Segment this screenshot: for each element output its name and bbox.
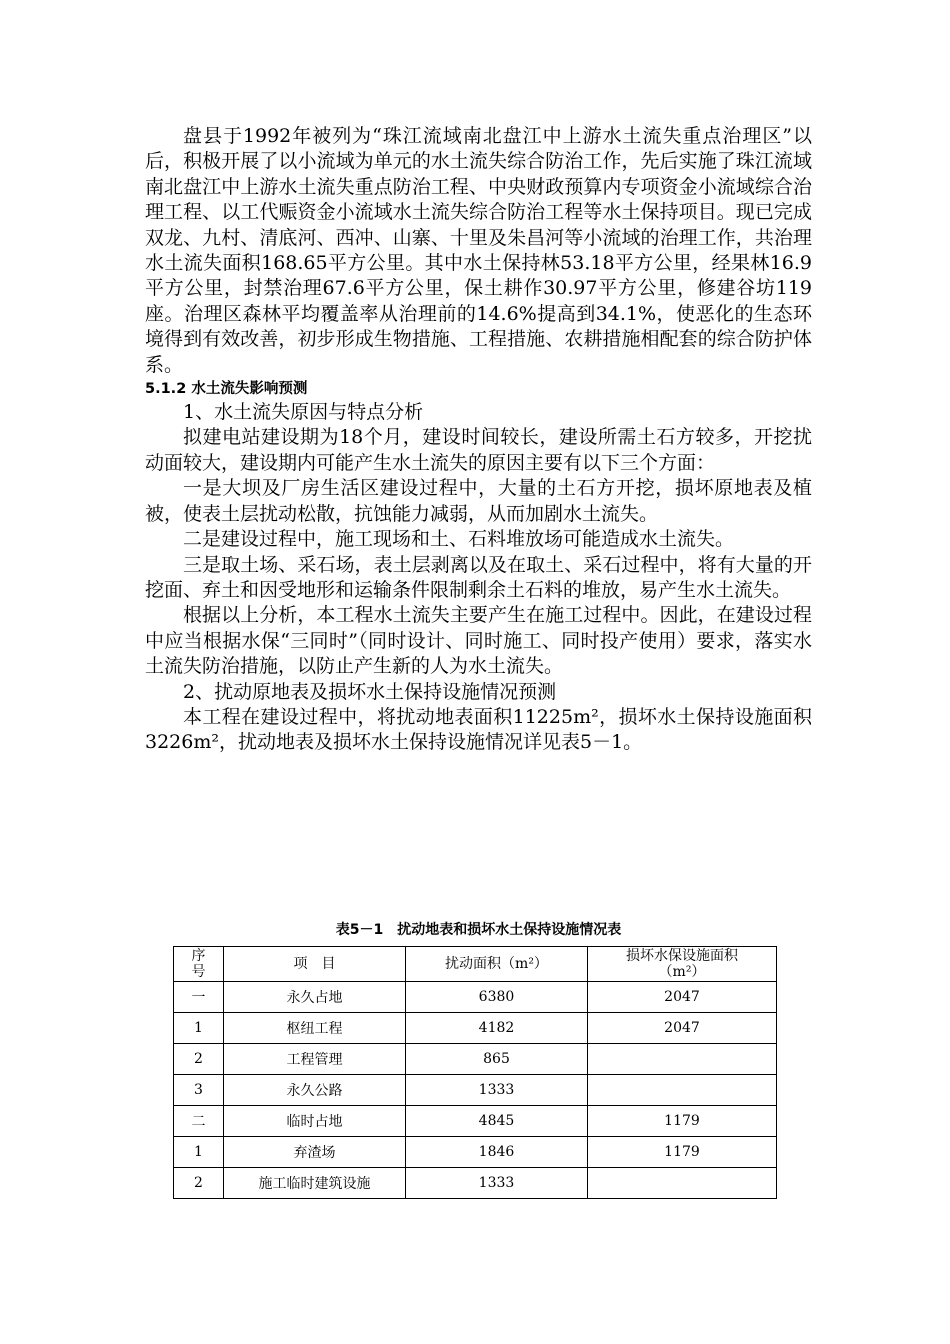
table-row <box>174 1013 777 1044</box>
header-damage-line1: 损坏水保设施面积 <box>626 948 738 964</box>
paragraph-disturbance-area: 本工程在建设过程中，将扰动地表面积11225m²，损坏水土保持设施面积3226m²，扰动地表及损坏水土保持设施情况详见表5－1。 <box>145 705 812 754</box>
cell-seq: 一 <box>174 982 224 1013</box>
cell-disturb: 865 <box>406 1044 588 1075</box>
cell-damage <box>588 1168 777 1199</box>
cell-seq: 2 <box>174 1168 224 1199</box>
cell-disturb: 1333 <box>406 1075 588 1106</box>
cell-disturb: 6380 <box>406 982 588 1013</box>
cell-damage: 2047 <box>588 1013 777 1044</box>
cell-damage <box>588 1044 777 1075</box>
subheading-disturbance-forecast: 2、扰动原地表及损坏水土保持设施情况预测 <box>183 680 557 703</box>
paragraph-construction-period: 拟建电站建设期为18个月，建设时间较长，建设所需土石方较多，开挖扰动面较大，建设期内可能产生水土流失的原因主要有以下三个方面： <box>145 426 812 474</box>
document-body <box>145 124 812 756</box>
cell-disturb: 1846 <box>406 1137 588 1168</box>
cell-item: 弃渣场 <box>224 1137 406 1168</box>
subheading-cause-analysis: 1、水土流失原因与特点分析 <box>183 401 424 424</box>
header-damage-area <box>588 947 777 982</box>
paragraph-conclusion: 根据以上分析，本工程水土流失主要产生在施工过程中。因此，在建设过程中应当根据水保“三同时”（同时设计、同时施工、同时投产使用）要求，落实水土流失防治措施，以防止产生新的人为水土流失。 <box>145 604 812 678</box>
table-row <box>174 1168 777 1199</box>
cell-damage: 1179 <box>588 1106 777 1137</box>
table-caption: 表5－1 扰动地表和损坏水土保持设施情况表 <box>335 922 622 938</box>
paragraph-background: 盘县于1992年被列为“珠江流域南北盘江中上游水土流失重点治理区”以后，积极开展了以小流域为单元的水土流失综合防治工作，先后实施了珠江流域南北盘江中上游水土流失重点防治工程、中央财政预算内专项资金小流域综合治理工程、以工代赈资金小流域水土流失综合防治工程等水土保持项目。现已完成双龙、九村、清底河、西冲、山寨、十里及朱昌河等小流域的治理工作，共治理水土流失面积168.65平方公里。其中水土保持林53.18平方公里，经果林16.9平方公里，封禁治理67.6平方公里，保土耕作30.97平方公里，修建谷坊119座。治理区森林平均覆盖率从治理前的14.6%提高到34.1%，使恶化的生态环境得到有效改善，初步形成生物措施、工程措施、农耕措施相配套的综合防护体系。 <box>145 125 812 376</box>
cell-disturb: 1333 <box>406 1168 588 1199</box>
cell-item: 永久占地 <box>224 982 406 1013</box>
paragraph-reason-two: 二是建设过程中，施工现场和土、石料堆放场可能造成水土流失。 <box>183 528 735 551</box>
header-damage-line2: （m²） <box>658 964 706 980</box>
cell-item: 施工临时建筑设施 <box>224 1168 406 1199</box>
header-disturb-area: 扰动面积（m²） <box>406 947 588 982</box>
paragraph-reason-one: 一是大坝及厂房生活区建设过程中，大量的土石方开挖，损坏原地表及植被，使表土层扰动松散，抗蚀能力减弱，从而加剧水土流失。 <box>145 477 812 525</box>
cell-damage <box>588 1075 777 1106</box>
cell-seq: 2 <box>174 1044 224 1075</box>
table-row <box>174 1075 777 1106</box>
cell-seq: 1 <box>174 1137 224 1168</box>
cell-disturb: 4182 <box>406 1013 588 1044</box>
table-header-row <box>174 947 777 982</box>
cell-item: 临时占地 <box>224 1106 406 1137</box>
header-seq: 序号 <box>174 947 224 982</box>
disturbance-table <box>173 946 777 1199</box>
table-row <box>174 1106 777 1137</box>
cell-damage: 2047 <box>588 982 777 1013</box>
cell-damage: 1179 <box>588 1137 777 1168</box>
cell-seq: 1 <box>174 1013 224 1044</box>
cell-seq: 二 <box>174 1106 224 1137</box>
cell-item: 枢纽工程 <box>224 1013 406 1044</box>
header-item: 项 目 <box>224 947 406 982</box>
paragraph-reason-three: 三是取土场、采石场，表土层剥离以及在取土、采石过程中，将有大量的开挖面、弃土和因受地形和运输条件限制剩余土石料的堆放，易产生水土流失。 <box>145 553 812 601</box>
table-row <box>174 1044 777 1075</box>
section-heading-5-1-2: 5.1.2 水土流失影响预测 <box>145 381 308 398</box>
table-row <box>174 1137 777 1168</box>
cell-item: 工程管理 <box>224 1044 406 1075</box>
cell-seq: 3 <box>174 1075 224 1106</box>
cell-item: 永久公路 <box>224 1075 406 1106</box>
cell-disturb: 4845 <box>406 1106 588 1137</box>
table-row <box>174 982 777 1013</box>
